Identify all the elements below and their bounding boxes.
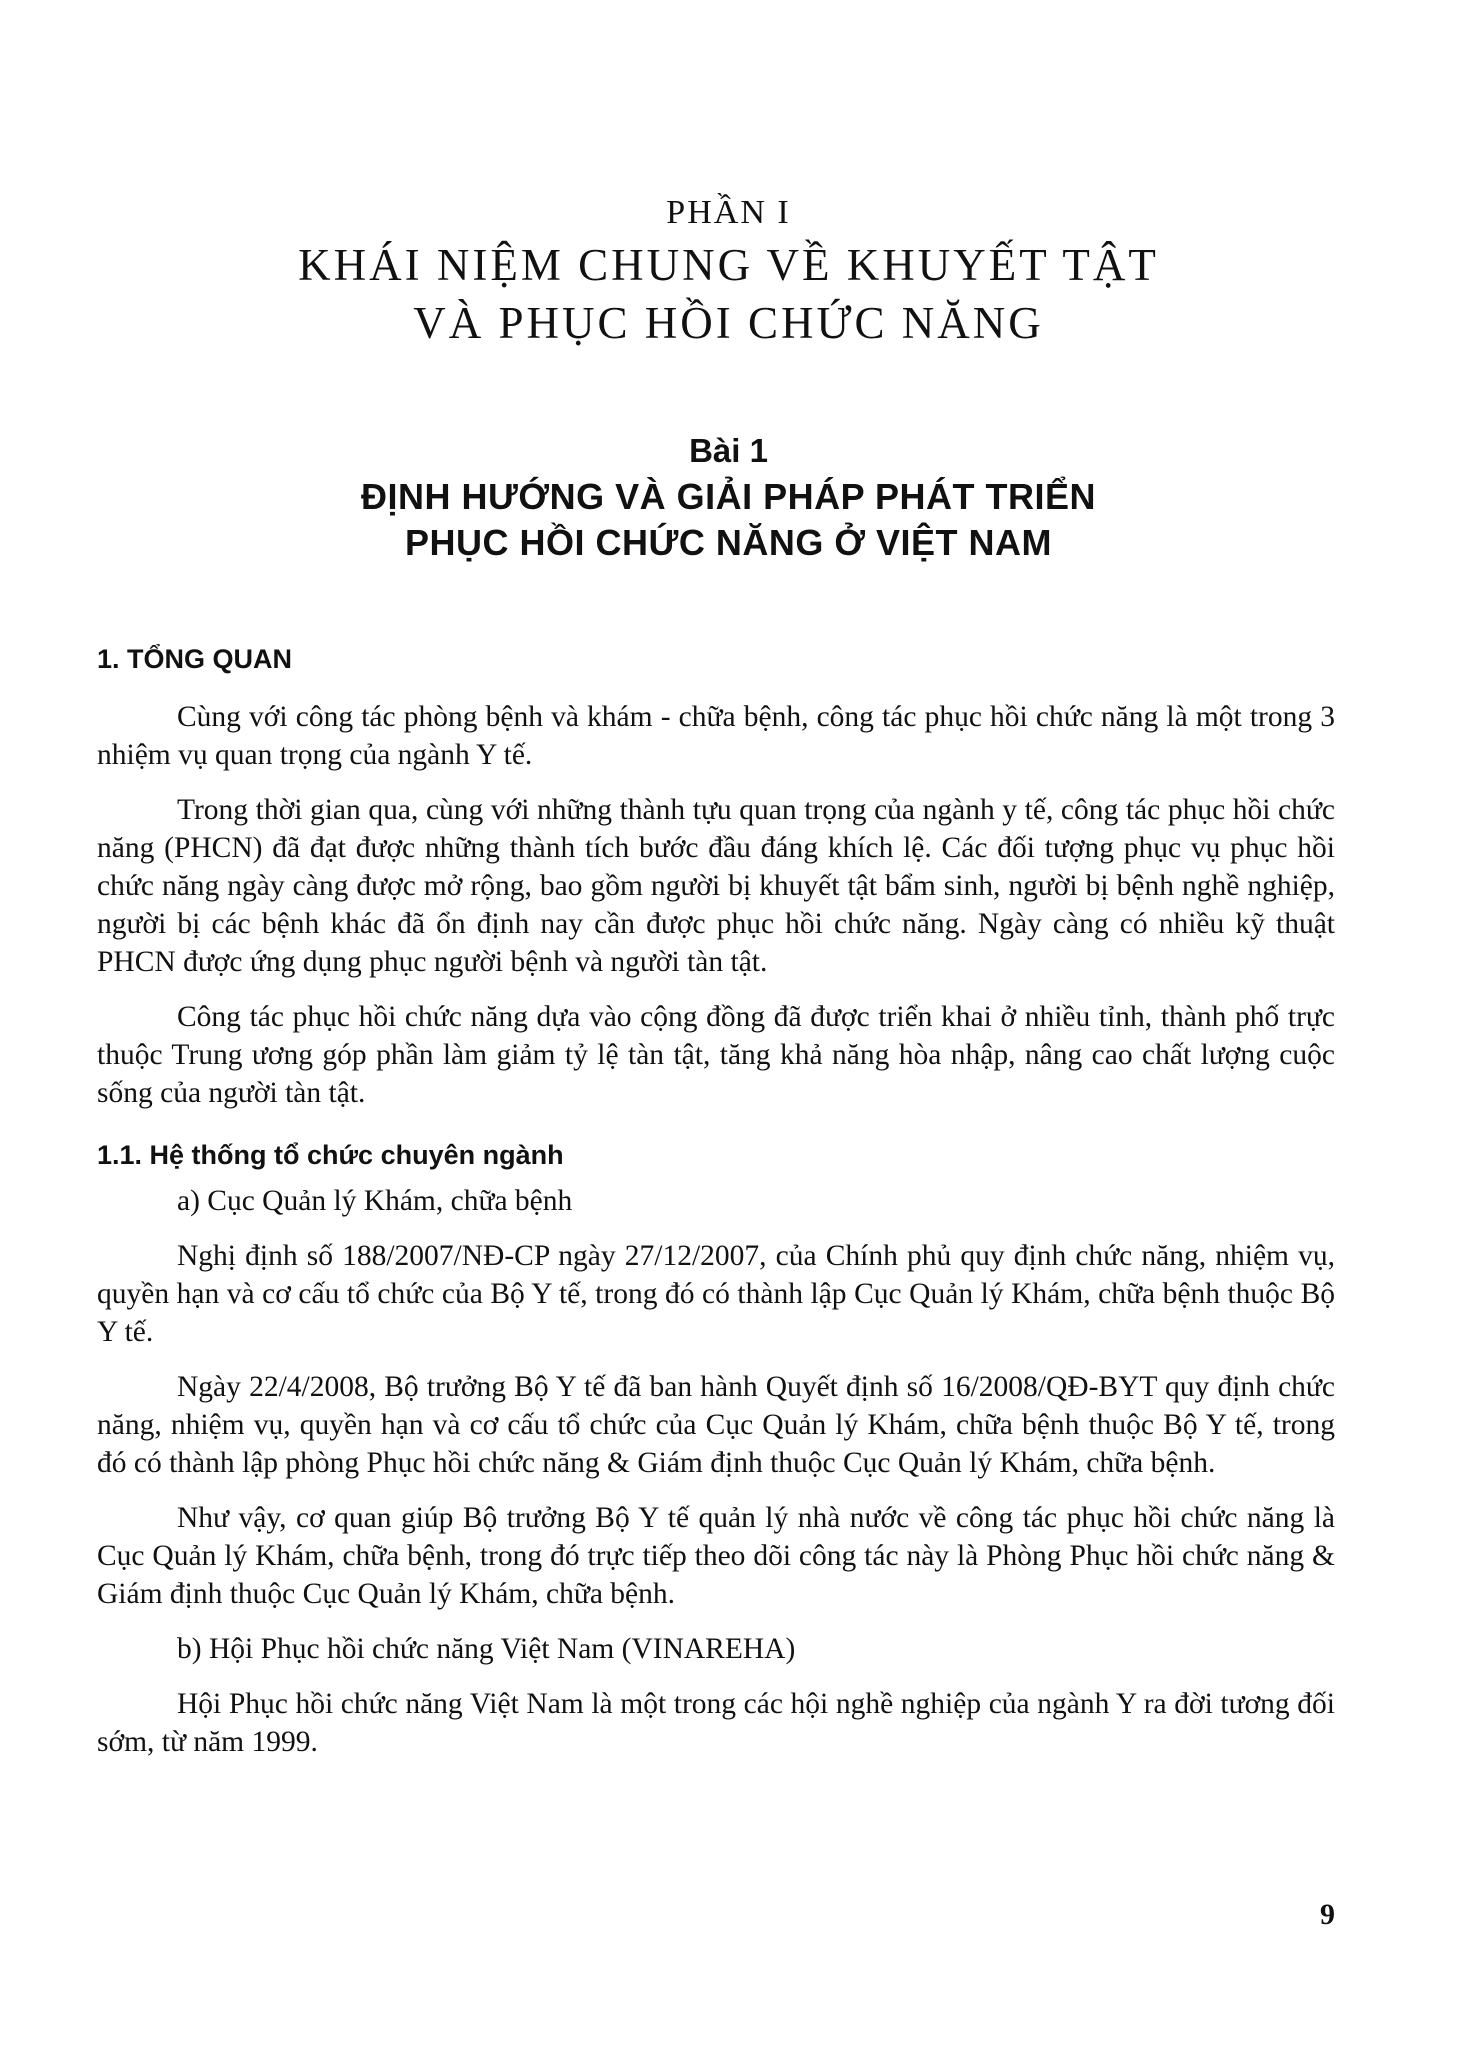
body-text bbox=[97, 640, 1335, 1778]
lesson-header bbox=[0, 428, 1457, 566]
page-number: 9 bbox=[1320, 1898, 1335, 1931]
paragraph: Nghị định số 188/2007/NĐ-CP ngày 27/12/2007, của Chính phủ quy định chức năng, nhiệm vụ, quyền hạn và cơ cấu tổ chức của Bộ Y tế, trong đó có thành lập Cục Quản lý Khám, chữa bệnh thuộc Bộ Y tế. bbox=[97, 1240, 1335, 1348]
part-label: PHẦN I bbox=[666, 194, 791, 231]
paragraph: Như vậy, cơ quan giúp Bộ trưởng Bộ Y tế quản lý nhà nước về công tác phục hồi chức năng là Cục Quản lý Khám, chữa bệnh, trong đó trực tiếp theo dõi công tác này là Phòng Phục hồi chức năng & Giám định thuộc Cục Quản lý Khám, chữa bệnh. bbox=[97, 1502, 1335, 1610]
paragraph: Cùng với công tác phòng bệnh và khám - chữa bệnh, công tác phục hồi chức năng là một trong 3 nhiệm vụ quan trọng của ngành Y tế. bbox=[97, 701, 1335, 771]
sub-item-heading: a) Cục Quản lý Khám, chữa bệnh bbox=[177, 1185, 573, 1217]
part-title-line-1: KHÁI NIỆM CHUNG VỀ KHUYẾT TẬT bbox=[298, 240, 1159, 290]
section-heading: 1. TỔNG QUAN bbox=[97, 644, 293, 674]
paragraph: Ngày 22/4/2008, Bộ trưởng Bộ Y tế đã ban hành Quyết định số 16/2008/QĐ-BYT quy định chức năng, nhiệm vụ, quyền hạn và cơ cấu tổ chức của Cục Quản lý Khám, chữa bệnh thuộc Bộ Y tế, trong đó có thành lập phòng Phục hồi chức năng & Giám định thuộc Cục Quản lý Khám, chữa bệnh. bbox=[97, 1371, 1335, 1479]
paragraph: Trong thời gian qua, cùng với những thành tựu quan trọng của ngành y tế, công tác phục hồi chức năng (PHCN) đã đạt được những thành tích bước đầu đáng khích lệ. Các đối tượng phục vụ phục hồi chức năng ngày càng được mở rộng, bao gồm người bị khuyết tật bẩm sinh, người bị bệnh nghề nghiệp, người bị các bệnh khác đã ổn định nay cần được phục hồi chức năng. Ngày càng có nhiều kỹ thuật PHCN được ứng dụng phục người bệnh và người tàn tật. bbox=[97, 794, 1335, 978]
lesson-label: Bài 1 bbox=[689, 432, 768, 469]
lesson-title-line-1: ĐỊNH HƯỚNG VÀ GIẢI PHÁP PHÁT TRIỂN bbox=[361, 476, 1096, 517]
sub-item-heading: b) Hội Phục hồi chức năng Việt Nam (VINAREHA) bbox=[177, 1633, 796, 1665]
subsection-heading: 1.1. Hệ thống tổ chức chuyên ngành bbox=[97, 1140, 564, 1170]
lesson-title-line-2: PHỤC HỒI CHỨC NĂNG Ở VIỆT NAM bbox=[404, 522, 1053, 563]
paragraph: Công tác phục hồi chức năng dựa vào cộng đồng đã được triển khai ở nhiều tỉnh, thành phố trực thuộc Trung ương góp phần làm giảm tỷ lệ tàn tật, tăng khả năng hòa nhập, nâng cao chất lượng cuộc sống của người tàn tật. bbox=[97, 1001, 1335, 1109]
part-header bbox=[0, 190, 1457, 352]
paragraph: Hội Phục hồi chức năng Việt Nam là một trong các hội nghề nghiệp của ngành Y ra đời tương đối sớm, từ năm 1999. bbox=[97, 1688, 1335, 1758]
part-title-line-2: VÀ PHỤC HỒI CHỨC NĂNG bbox=[413, 298, 1044, 348]
